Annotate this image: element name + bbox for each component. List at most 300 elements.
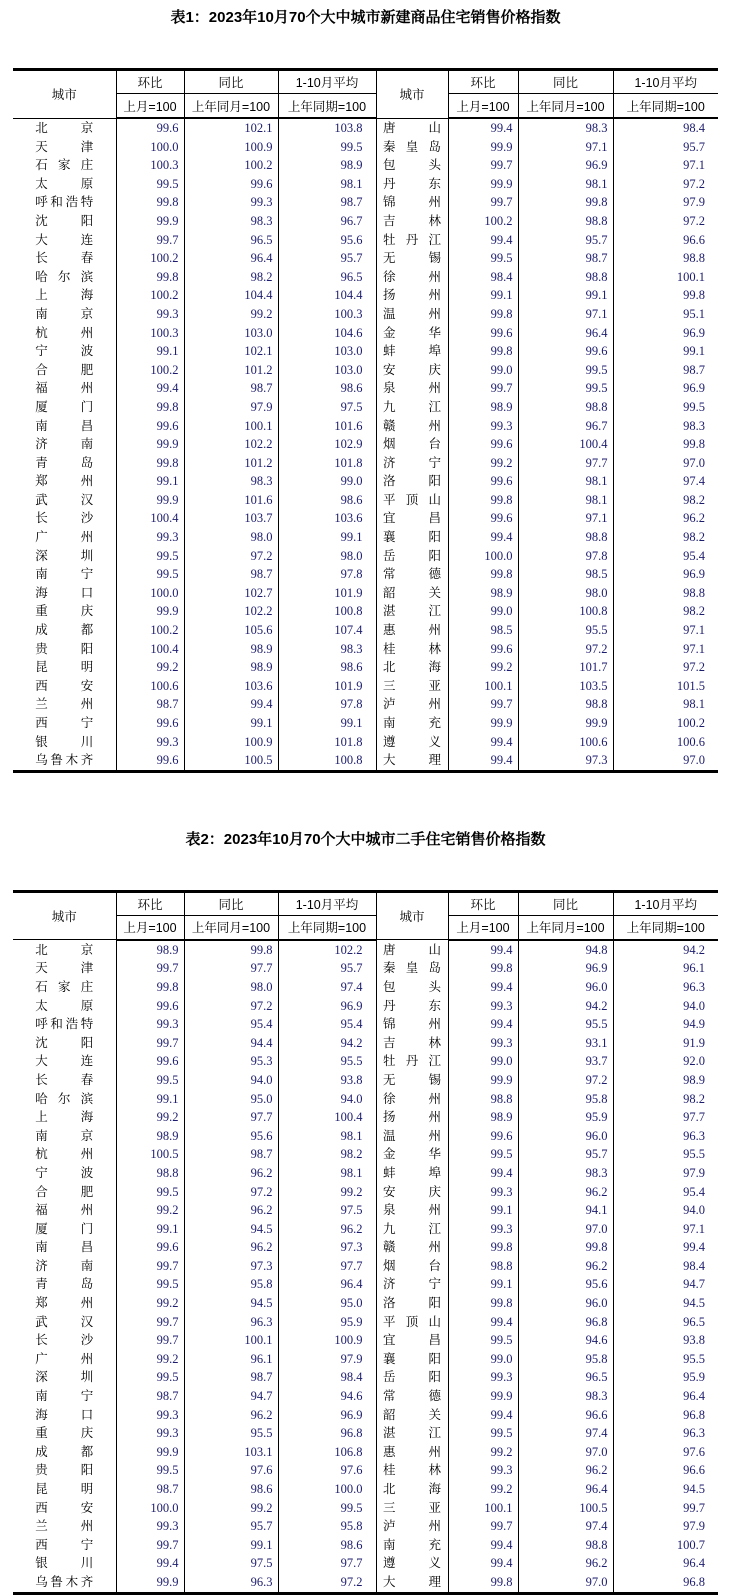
mom-index-cell: 99.4 — [116, 379, 184, 398]
avg-index-cell: 97.1 — [683, 623, 705, 638]
avg-index-cell: 100.9 — [278, 1331, 376, 1350]
yoy-index-cell: 103.1 — [184, 1443, 278, 1462]
mom-index-cell: 100.3 — [116, 324, 184, 343]
city-name: 蚌埠 — [383, 344, 441, 359]
mom-index-cell: 99.5 — [116, 175, 184, 194]
city-name: 惠州 — [383, 1444, 441, 1459]
mom-index-cell: 99.8 — [116, 193, 184, 212]
city-name: 宁波 — [35, 344, 94, 359]
city-cell — [376, 547, 448, 566]
city-cell — [13, 1499, 116, 1518]
table1-title: 表1：2023年10月70个大中城市新建商品住宅销售价格指数 — [170, 9, 561, 26]
city-cell — [13, 1313, 116, 1332]
city-name: 郑州 — [35, 1296, 94, 1311]
mom-index-cell: 99.3 — [116, 733, 184, 752]
avg-index-cell: 96.2 — [278, 1220, 376, 1239]
avg-index-cell: 100.8 — [278, 751, 376, 771]
table-row — [13, 472, 718, 491]
city-name: 杭州 — [35, 1147, 94, 1162]
mom-index-cell: 99.1 — [116, 342, 184, 361]
city-cell — [376, 1183, 448, 1202]
avg-index-cell: 97.8 — [278, 695, 376, 714]
city-cell — [376, 658, 448, 677]
yoy-index-cell: 97.1 — [518, 138, 613, 157]
mom-index-cell: 99.2 — [448, 1480, 518, 1499]
mom-index-cell: 98.5 — [448, 621, 518, 640]
city-name: 平顶山 — [383, 1314, 441, 1329]
table-row — [13, 509, 718, 528]
yoy-index-cell: 102.7 — [184, 584, 278, 603]
city-name: 南宁 — [35, 1389, 94, 1404]
city-cell — [376, 677, 448, 696]
mom-index-cell: 99.6 — [116, 417, 184, 436]
yoy-index-cell: 98.8 — [518, 528, 613, 547]
avg-index-cell: 95.5 — [683, 1351, 705, 1366]
avg-index-cell: 96.1 — [683, 961, 705, 976]
column-subheader-mom-base: 上月=100 — [116, 94, 184, 119]
city-cell — [376, 528, 448, 547]
yoy-index-cell: 98.0 — [184, 978, 278, 997]
avg-index-cell: 94.9 — [683, 1017, 705, 1032]
avg-index-cell: 95.4 — [683, 548, 705, 563]
mom-index-cell: 99.3 — [448, 1461, 518, 1480]
avg-index-cell: 100.4 — [278, 1108, 376, 1127]
table-row — [13, 1275, 718, 1294]
yoy-index-cell: 94.5 — [184, 1220, 278, 1239]
mom-index-cell: 99.4 — [448, 940, 518, 960]
table-row — [13, 212, 718, 231]
city-cell — [13, 324, 116, 343]
city-name: 西宁 — [35, 1537, 94, 1552]
city-cell — [13, 156, 116, 175]
mom-index-cell: 99.7 — [116, 1313, 184, 1332]
city-cell — [13, 1201, 116, 1220]
city-cell — [376, 1034, 448, 1053]
table-row — [13, 138, 718, 157]
mom-index-cell: 99.6 — [116, 997, 184, 1016]
yoy-index-cell: 98.8 — [518, 398, 613, 417]
mom-index-cell: 99.3 — [448, 1183, 518, 1202]
table-row — [13, 454, 718, 473]
table-row — [13, 268, 718, 287]
city-cell — [376, 602, 448, 621]
city-cell — [13, 1257, 116, 1276]
city-cell — [13, 1275, 116, 1294]
avg-index-cell: 103.0 — [278, 342, 376, 361]
city-name: 赣州 — [383, 1240, 441, 1255]
mom-index-cell: 99.6 — [116, 714, 184, 733]
city-name: 上海 — [35, 288, 94, 303]
city-cell — [376, 268, 448, 287]
yoy-index-cell: 95.3 — [184, 1052, 278, 1071]
avg-index-cell: 98.2 — [278, 1145, 376, 1164]
city-name: 北海 — [383, 1482, 441, 1496]
mom-index-cell: 99.2 — [116, 658, 184, 677]
mom-index-cell: 99.6 — [448, 324, 518, 343]
mom-index-cell: 98.8 — [448, 1090, 518, 1109]
city-cell — [376, 565, 448, 584]
yoy-index-cell: 104.4 — [184, 286, 278, 305]
city-name: 桂林 — [383, 641, 441, 656]
avg-index-cell: 97.5 — [278, 398, 376, 417]
table-row — [13, 584, 718, 603]
mom-index-cell: 99.7 — [116, 1257, 184, 1276]
column-subheader-mom-base: 上月=100 — [448, 94, 518, 119]
mom-index-cell: 99.7 — [448, 193, 518, 212]
city-cell — [376, 1164, 448, 1183]
table-row — [13, 1145, 718, 1164]
city-cell — [376, 714, 448, 733]
table-row — [13, 751, 718, 771]
yoy-index-cell: 96.2 — [518, 1554, 613, 1573]
city-cell — [13, 212, 116, 231]
yoy-index-cell: 94.8 — [518, 940, 613, 960]
avg-index-cell: 94.2 — [278, 1034, 376, 1053]
mom-index-cell: 99.7 — [448, 695, 518, 714]
mom-index-cell: 99.2 — [116, 1108, 184, 1127]
city-cell — [13, 959, 116, 978]
yoy-index-cell: 96.2 — [518, 1257, 613, 1276]
mom-index-cell: 98.7 — [116, 1480, 184, 1499]
mom-index-cell: 99.8 — [116, 454, 184, 473]
city-cell — [376, 156, 448, 175]
city-cell — [376, 1350, 448, 1369]
yoy-index-cell: 95.0 — [184, 1090, 278, 1109]
city-name: 桂林 — [383, 1463, 441, 1478]
city-cell — [13, 1461, 116, 1480]
yoy-index-cell: 96.6 — [518, 1406, 613, 1425]
city-name: 韶关 — [383, 585, 441, 600]
city-name: 金华 — [383, 325, 441, 340]
yoy-index-cell: 99.9 — [518, 714, 613, 733]
city-name: 唐山 — [383, 942, 441, 957]
city-name: 锦州 — [383, 1017, 441, 1032]
mom-index-cell: 98.7 — [116, 1387, 184, 1406]
city-cell — [376, 175, 448, 194]
avg-index-cell: 96.4 — [278, 1275, 376, 1294]
city-cell — [376, 940, 448, 960]
city-name: 南昌 — [35, 418, 94, 433]
avg-index-cell: 95.5 — [278, 1052, 376, 1071]
city-cell — [13, 940, 116, 960]
mom-index-cell: 99.0 — [448, 361, 518, 380]
table-row — [13, 940, 718, 960]
city-name: 金华 — [383, 1147, 441, 1162]
city-cell — [376, 1108, 448, 1127]
city-cell — [376, 997, 448, 1016]
mom-index-cell: 100.0 — [116, 138, 184, 157]
city-name: 天津 — [35, 961, 94, 976]
city-cell — [376, 1461, 448, 1480]
mom-index-cell: 99.1 — [448, 1201, 518, 1220]
avg-index-cell: 97.9 — [683, 195, 705, 210]
avg-index-cell: 97.5 — [278, 1201, 376, 1220]
city-name: 宜昌 — [383, 1333, 441, 1348]
city-name: 扬州 — [383, 1110, 441, 1125]
city-cell — [376, 249, 448, 268]
city-name: 秦皇岛 — [383, 139, 441, 154]
city-name: 岳阳 — [383, 1370, 441, 1385]
avg-index-cell: 97.2 — [683, 660, 705, 675]
yoy-index-cell: 97.7 — [184, 1108, 278, 1127]
city-name: 丹东 — [383, 998, 441, 1013]
city-cell — [13, 1554, 116, 1573]
mom-index-cell: 99.9 — [448, 138, 518, 157]
column-header-yoy: 同比 — [518, 70, 613, 94]
mom-index-cell: 99.3 — [448, 1034, 518, 1053]
yoy-index-cell: 94.0 — [184, 1071, 278, 1090]
column-subheader-avg-base: 上年同期=100 — [278, 94, 376, 119]
avg-index-cell: 95.0 — [278, 1294, 376, 1313]
city-cell — [13, 1071, 116, 1090]
city-cell — [376, 640, 448, 659]
avg-index-cell: 99.1 — [278, 714, 376, 733]
avg-index-cell: 103.6 — [278, 509, 376, 528]
avg-index-cell: 96.2 — [683, 511, 705, 526]
city-cell — [13, 1573, 116, 1593]
mom-index-cell: 100.6 — [116, 677, 184, 696]
mom-index-cell: 99.5 — [448, 1145, 518, 1164]
yoy-index-cell: 96.0 — [518, 1294, 613, 1313]
table-row — [13, 1536, 718, 1555]
avg-index-cell: 93.8 — [278, 1071, 376, 1090]
yoy-index-cell: 103.5 — [518, 677, 613, 696]
city-name: 西安 — [35, 1500, 94, 1515]
mom-index-cell: 99.3 — [448, 997, 518, 1016]
table-row — [13, 1127, 718, 1146]
yoy-index-cell: 99.5 — [518, 361, 613, 380]
yoy-index-cell: 94.6 — [518, 1331, 613, 1350]
mom-index-cell: 99.5 — [116, 1368, 184, 1387]
yoy-index-cell: 97.1 — [518, 509, 613, 528]
mom-index-cell: 99.8 — [448, 305, 518, 324]
table-row — [13, 528, 718, 547]
city-cell — [13, 361, 116, 380]
avg-index-cell: 100.7 — [676, 1537, 705, 1552]
mom-index-cell: 99.0 — [448, 602, 518, 621]
yoy-index-cell: 97.7 — [184, 959, 278, 978]
mom-index-cell: 99.1 — [116, 472, 184, 491]
table-row — [13, 677, 718, 696]
mom-index-cell: 99.5 — [116, 1275, 184, 1294]
city-name: 常德 — [383, 567, 441, 582]
mom-index-cell: 99.8 — [448, 959, 518, 978]
avg-index-cell: 97.6 — [278, 1461, 376, 1480]
mom-index-cell: 99.0 — [448, 1350, 518, 1369]
avg-index-cell: 99.5 — [278, 138, 376, 157]
city-name: 三亚 — [383, 1500, 441, 1515]
city-name: 烟台 — [383, 437, 441, 452]
yoy-index-cell: 100.6 — [518, 733, 613, 752]
column-header-city: 城市 — [13, 70, 116, 119]
table-row — [13, 658, 718, 677]
avg-index-cell: 97.2 — [278, 1573, 376, 1593]
yoy-index-cell: 99.8 — [518, 1238, 613, 1257]
avg-index-cell: 101.9 — [278, 677, 376, 696]
city-name: 九江 — [383, 1221, 441, 1236]
city-name: 泉州 — [383, 381, 441, 396]
mom-index-cell: 99.4 — [448, 751, 518, 771]
city-name: 济宁 — [383, 455, 441, 470]
column-subheader-mom-base: 上月=100 — [116, 915, 184, 940]
avg-index-cell: 97.9 — [683, 1165, 705, 1180]
table-row — [13, 435, 718, 454]
mom-index-cell: 100.0 — [116, 1499, 184, 1518]
mom-index-cell: 99.7 — [116, 1536, 184, 1555]
mom-index-cell: 99.9 — [116, 602, 184, 621]
avg-index-cell: 95.6 — [278, 231, 376, 250]
city-name: 重庆 — [35, 604, 94, 619]
city-cell — [13, 1536, 116, 1555]
mom-index-cell: 99.9 — [116, 212, 184, 231]
column-header-mom: 环比 — [448, 891, 518, 915]
city-cell — [13, 342, 116, 361]
city-name: 常德 — [383, 1389, 441, 1404]
city-name: 包头 — [383, 158, 441, 173]
city-name: 成都 — [35, 623, 94, 638]
yoy-index-cell: 95.7 — [518, 231, 613, 250]
city-name: 宜昌 — [383, 511, 441, 526]
city-name: 上海 — [35, 1110, 94, 1125]
avg-index-cell: 98.4 — [278, 1368, 376, 1387]
mom-index-cell: 99.1 — [116, 1090, 184, 1109]
mom-index-cell: 98.8 — [448, 1257, 518, 1276]
mom-index-cell: 99.1 — [448, 1275, 518, 1294]
yoy-index-cell: 98.1 — [518, 491, 613, 510]
city-cell — [13, 231, 116, 250]
city-name: 杭州 — [35, 325, 94, 340]
yoy-index-cell: 99.6 — [518, 342, 613, 361]
city-name: 沈阳 — [35, 1035, 94, 1050]
city-cell — [376, 1424, 448, 1443]
avg-index-cell: 95.5 — [683, 1147, 705, 1162]
table-row — [13, 1517, 718, 1536]
yoy-index-cell: 103.7 — [184, 509, 278, 528]
yoy-index-cell: 98.8 — [518, 268, 613, 287]
city-name: 长春 — [35, 251, 94, 266]
city-cell — [13, 435, 116, 454]
yoy-index-cell: 96.2 — [184, 1238, 278, 1257]
city-name: 哈尔滨 — [35, 1091, 94, 1106]
city-cell — [376, 1313, 448, 1332]
table-row — [13, 1368, 718, 1387]
table-row — [13, 1350, 718, 1369]
avg-index-cell: 98.2 — [683, 604, 705, 619]
city-name: 大理 — [383, 1574, 441, 1589]
table-row — [13, 379, 718, 398]
column-header-mom: 环比 — [116, 891, 184, 915]
avg-index-cell: 95.7 — [278, 959, 376, 978]
city-name: 兰州 — [35, 1519, 94, 1534]
table-row — [13, 324, 718, 343]
yoy-index-cell: 100.9 — [184, 733, 278, 752]
avg-index-cell: 98.1 — [278, 175, 376, 194]
mom-index-cell: 99.4 — [448, 231, 518, 250]
city-name: 北京 — [35, 120, 94, 135]
avg-index-cell: 96.9 — [683, 325, 705, 340]
yoy-index-cell: 99.1 — [184, 714, 278, 733]
yoy-index-cell: 103.6 — [184, 677, 278, 696]
mom-index-cell: 100.2 — [448, 212, 518, 231]
yoy-index-cell: 94.2 — [518, 997, 613, 1016]
yoy-index-cell: 95.6 — [184, 1127, 278, 1146]
avg-index-cell: 95.9 — [683, 1370, 705, 1385]
city-cell — [376, 1443, 448, 1462]
mom-index-cell: 100.2 — [116, 361, 184, 380]
city-cell — [376, 733, 448, 752]
city-name: 韶关 — [383, 1407, 441, 1422]
table-row — [13, 695, 718, 714]
table-row — [13, 959, 718, 978]
column-header-city: 城市 — [376, 70, 448, 119]
avg-index-cell: 98.4 — [683, 121, 705, 135]
avg-index-cell: 96.8 — [278, 1424, 376, 1443]
city-cell — [13, 491, 116, 510]
mom-index-cell: 98.4 — [448, 268, 518, 287]
yoy-index-cell: 98.3 — [518, 1164, 613, 1183]
yoy-index-cell: 96.2 — [184, 1201, 278, 1220]
avg-index-cell: 98.8 — [683, 585, 705, 600]
yoy-index-cell: 97.2 — [184, 547, 278, 566]
yoy-index-cell: 97.3 — [184, 1257, 278, 1276]
city-cell — [376, 138, 448, 157]
city-cell — [376, 435, 448, 454]
mom-index-cell: 99.5 — [116, 547, 184, 566]
avg-index-cell: 98.9 — [683, 1072, 705, 1087]
mom-index-cell: 99.4 — [448, 733, 518, 752]
city-name: 济宁 — [383, 1277, 441, 1292]
city-name: 南京 — [35, 306, 94, 321]
mom-index-cell: 99.6 — [116, 1052, 184, 1071]
yoy-index-cell: 96.1 — [184, 1350, 278, 1369]
yoy-index-cell: 102.2 — [184, 602, 278, 621]
mom-index-cell: 99.5 — [448, 249, 518, 268]
city-cell — [376, 1052, 448, 1071]
mom-index-cell: 100.0 — [116, 584, 184, 603]
yoy-index-cell: 102.1 — [184, 342, 278, 361]
mom-index-cell: 99.2 — [448, 1443, 518, 1462]
yoy-index-cell: 96.4 — [184, 249, 278, 268]
city-cell — [13, 1294, 116, 1313]
yoy-index-cell: 97.7 — [518, 454, 613, 473]
yoy-index-cell: 100.5 — [518, 1499, 613, 1518]
yoy-index-cell: 96.9 — [518, 959, 613, 978]
yoy-index-cell: 99.8 — [518, 193, 613, 212]
city-cell — [13, 1183, 116, 1202]
table-row — [13, 1443, 718, 1462]
city-name: 南宁 — [35, 567, 94, 582]
avg-index-cell: 95.9 — [278, 1313, 376, 1332]
city-cell — [13, 286, 116, 305]
city-name: 西宁 — [35, 716, 94, 730]
yoy-index-cell: 96.7 — [518, 417, 613, 436]
mom-index-cell: 99.8 — [448, 491, 518, 510]
city-name: 无锡 — [383, 1072, 441, 1087]
table-row — [13, 997, 718, 1016]
avg-index-cell: 94.5 — [683, 1296, 705, 1311]
city-cell — [376, 1238, 448, 1257]
city-name: 扬州 — [383, 288, 441, 303]
city-cell — [13, 472, 116, 491]
city-name: 郑州 — [35, 474, 94, 489]
mom-index-cell: 98.9 — [448, 584, 518, 603]
yoy-index-cell: 98.9 — [184, 640, 278, 659]
avg-index-cell: 101.5 — [676, 678, 705, 693]
yoy-index-cell: 98.6 — [184, 1480, 278, 1499]
table-row — [13, 1461, 718, 1480]
city-cell — [13, 565, 116, 584]
city-cell — [13, 1238, 116, 1257]
